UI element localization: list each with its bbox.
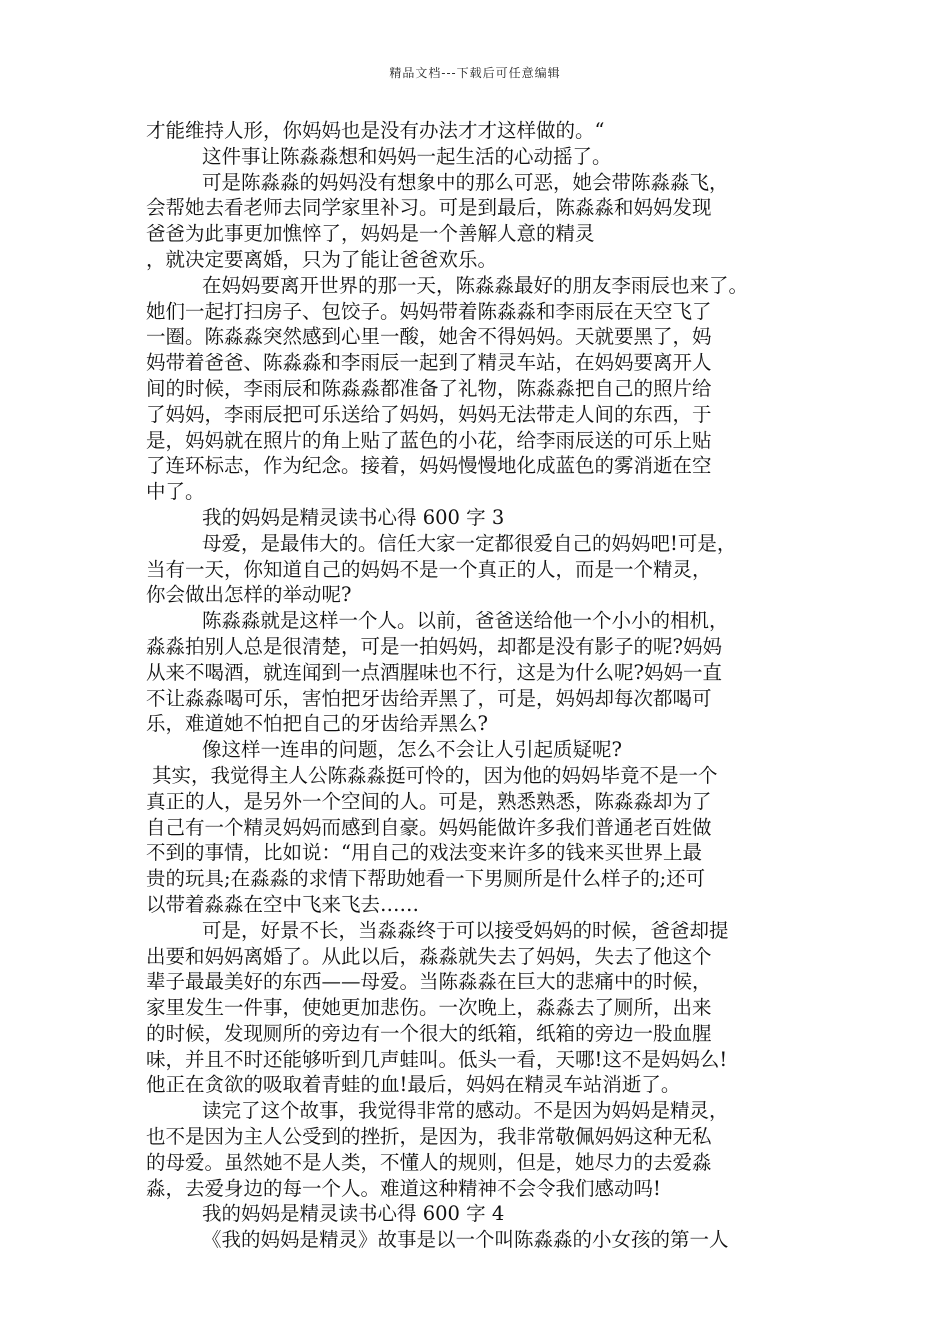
text-line: 他正在贪欲的吸取着青蛙的血!最后，妈妈在精灵车站消逝了。 (146, 1073, 681, 1097)
text-line: 这件事让陈淼淼想和妈妈一起生活的心动摇了。 (202, 144, 612, 168)
text-line: 她们一起打扫房子、包饺子。妈妈带着陈淼淼和李雨辰在天空飞了 (146, 299, 712, 323)
text-line: 淼，去爱身边的每一个人。难道这种精神不会令我们感动吗! (146, 1176, 661, 1200)
text-line: 读完了这个故事，我觉得非常的感动。不是因为妈妈是精灵， (202, 1099, 729, 1123)
text-line: 中了。 (146, 480, 205, 504)
text-line: 的时候，发现厕所的旁边有一个很大的纸箱，纸箱的旁边一股血腥 (146, 1021, 712, 1045)
text-line: ，就决定要离婚，只为了能让爸爸欢乐。 (146, 247, 498, 271)
text-line: 以带着淼淼在空中飞来飞去…… (146, 892, 420, 916)
section-heading: 我的妈妈是精灵读书心得 600 字 4 (202, 1202, 505, 1226)
text-line: 在妈妈要离开世界的那一天，陈淼淼最好的朋友李雨辰也来了。 (202, 273, 749, 297)
text-line: 可是，好景不长，当淼淼终于可以接受妈妈的时候，爸爸却提 (202, 918, 729, 942)
text-line: 才能维持人形，你妈妈也是没有办法才才这样做的。“ (146, 119, 605, 142)
text-line: 当有一天，你知道自己的妈妈不是一个真正的人，而是一个精灵， (146, 557, 712, 581)
text-line: 出要和妈妈离婚了。从此以后，淼淼就失去了妈妈，失去了他这个 (146, 944, 712, 968)
text-line: 《我的妈妈是精灵》故事是以一个叫陈淼淼的小女孩的第一人 (202, 1228, 729, 1252)
text-line: 爸爸为此事更加憔悴了，妈妈是一个善解人意的精灵 (146, 222, 595, 246)
text-line: 也不是因为主人公受到的挫折，是因为，我非常敬佩妈妈这种无私 (146, 1125, 712, 1149)
section-heading: 我的妈妈是精灵读书心得 600 字 3 (202, 505, 505, 529)
text-line: 家里发生一件事，使她更加悲伤。一次晚上，淼淼去了厕所，出来 (146, 996, 712, 1020)
running-header: 精品文档---下载后可任意编辑 (389, 66, 561, 80)
text-line: 陈淼淼就是这样一个人。以前，爸爸送给他一个小小的相机， (202, 609, 729, 633)
text-line: 妈带着爸爸、陈淼淼和李雨辰一起到了精灵车站，在妈妈要离开人 (146, 351, 712, 375)
text-line: 真正的人，是另外一个空间的人。可是，熟悉熟悉，陈淼淼却为了 (146, 789, 712, 813)
text-line: 辈子最最美好的东西——母爱。当陈淼淼在巨大的悲痛中的时候， (146, 970, 712, 994)
text-line: 可是陈淼淼的妈妈没有想象中的那么可恶，她会带陈淼淼飞， (202, 170, 729, 194)
text-line: 一圈。陈淼淼突然感到心里一酸，她舍不得妈妈。天就要黑了，妈 (146, 325, 712, 349)
text-line: 不到的事情，比如说：“用自己的戏法变来许多的钱来买世界上最 (146, 841, 702, 865)
body-text (146, 118, 836, 1253)
text-line: 间的时候，李雨辰和陈淼淼都准备了礼物，陈淼淼把自己的照片给 (146, 376, 712, 400)
text-line: 的母爱。虽然她不是人类，不懂人的规则，但是，她尽力的去爱淼 (146, 1150, 712, 1174)
text-line: 不让淼淼喝可乐，害怕把牙齿给弄黑了，可是，妈妈却每次都喝可 (146, 686, 712, 710)
text-line: 味，并且不时还能够听到几声蛙叫。低头一看，天哪!这不是妈妈么! (146, 1047, 728, 1071)
text-line: 其实，我觉得主人公陈淼淼挺可怜的，因为他的妈妈毕竟不是一个 (152, 763, 718, 787)
text-line: 自己有一个精灵妈妈而感到自豪。妈妈能做许多我们普通老百姓做 (146, 815, 712, 839)
text-line: 了妈妈，李雨辰把可乐送给了妈妈，妈妈无法带走人间的东西，于 (146, 402, 712, 426)
text-line: 从来不喝酒，就连闻到一点酒腥味也不行，这是为什么呢?妈妈一直 (146, 660, 722, 684)
text-line: 乐，难道她不怕把自己的牙齿给弄黑么? (146, 712, 488, 736)
text-line: 会帮她去看老师去同学家里补习。可是到最后，陈淼淼和妈妈发现 (146, 196, 712, 220)
text-line: 母爱，是最伟大的。信任大家一定都很爱自己的妈妈吧!可是， (202, 531, 737, 555)
text-line: 了连环标志，作为纪念。接着，妈妈慢慢地化成蓝色的雾消逝在空 (146, 454, 712, 478)
text-line: 是，妈妈就在照片的角上贴了蓝色的小花，给李雨辰送的可乐上贴 (146, 428, 712, 452)
text-line: 贵的玩具;在淼淼的求情下帮助她看一下男厕所是什么样子的;还可 (146, 867, 706, 891)
text-line: 你会做出怎样的举动呢? (146, 583, 352, 607)
text-line: 淼淼拍别人总是很清楚，可是一拍妈妈，却都是没有影子的呢?妈妈 (146, 634, 722, 658)
text-line: 像这样一连串的问题，怎么不会让人引起质疑呢? (202, 738, 622, 762)
